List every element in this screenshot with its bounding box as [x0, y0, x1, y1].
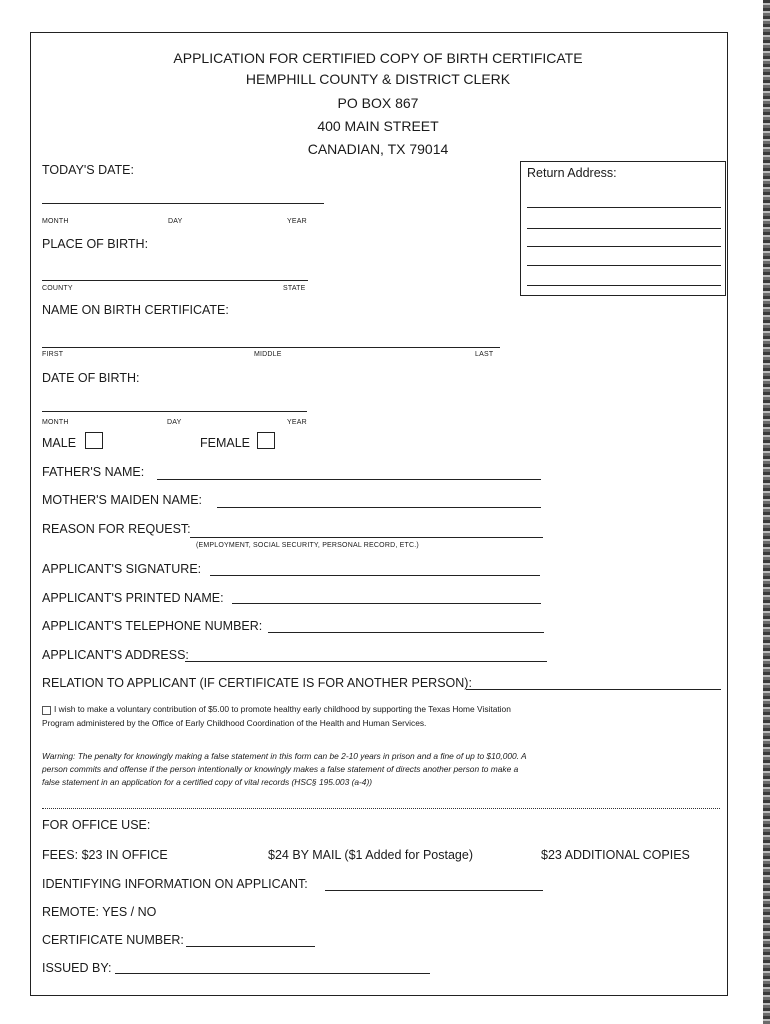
issued-by-line[interactable] [115, 973, 430, 974]
return-address-line[interactable] [527, 228, 721, 229]
return-address-line[interactable] [527, 265, 721, 266]
male-label: MALE [42, 436, 77, 450]
identifying-info-label: IDENTIFYING INFORMATION ON APPLICANT: [42, 877, 308, 891]
issued-by-label: ISSUED BY: [42, 961, 112, 975]
return-address-line[interactable] [527, 207, 721, 208]
todays-date-label: TODAY'S DATE: [42, 163, 134, 177]
applicant-signature-label: APPLICANT'S SIGNATURE: [42, 562, 202, 576]
male-checkbox[interactable] [85, 432, 103, 449]
fees-in-office: FEES: $23 IN OFFICE [42, 848, 168, 862]
middle-caption: MIDDLE [254, 351, 282, 358]
contribution-line: I wish to make a voluntary contribution of $5.00 to promote healthy early childhood by supporting the Texas Home Visitation [54, 704, 511, 714]
place-of-birth-line[interactable] [42, 280, 308, 281]
certificate-number-line[interactable] [186, 946, 315, 947]
applicant-printed-name-line[interactable] [232, 603, 541, 604]
date-of-birth-line[interactable] [42, 411, 307, 412]
applicant-address-label: APPLICANT'S ADDRESS: [42, 648, 189, 662]
dob-month-caption: MONTH [42, 419, 69, 426]
certificate-number-label: CERTIFICATE NUMBER: [42, 933, 184, 947]
identifying-info-line[interactable] [325, 890, 543, 891]
fathers-name-line[interactable] [157, 479, 541, 480]
contribution-text [54, 703, 722, 716]
todays-date-line[interactable] [42, 203, 324, 204]
po-box: PO BOX 867 [337, 95, 419, 111]
first-caption: FIRST [42, 351, 64, 358]
warning-line: false statement in an application for a certified copy of vital records (HSC§ 195.003 (a-4)) [42, 777, 373, 787]
contribution-text-2 [42, 717, 722, 730]
day-caption: DAY [168, 218, 183, 225]
last-caption: LAST [475, 351, 494, 358]
female-checkbox[interactable] [257, 432, 275, 449]
dob-year-caption: YEAR [287, 419, 307, 426]
contribution-line: Program administered by the Office of Early Childhood Coordination of the Health and Human Services. [42, 718, 427, 728]
office-name: HEMPHILL COUNTY & DISTRICT CLERK [245, 71, 511, 87]
street-address: 400 MAIN STREET [317, 118, 439, 134]
female-label: FEMALE [200, 436, 251, 450]
return-address-line[interactable] [527, 285, 721, 286]
applicant-printed-name-label: APPLICANT'S PRINTED NAME: [42, 591, 224, 605]
remote-label: REMOTE: YES / NO [42, 905, 157, 919]
reason-for-request-line[interactable] [190, 537, 543, 538]
warning-text [42, 750, 722, 789]
date-of-birth-label: DATE OF BIRTH: [42, 371, 140, 385]
warning-line: person commits and offense if the person intentionally or knowingly makes a false statement of directs another person to make a [42, 764, 519, 774]
applicant-telephone-line[interactable] [268, 632, 544, 633]
reason-for-request-label: REASON FOR REQUEST: [42, 522, 191, 536]
contribution-checkbox[interactable] [42, 706, 51, 715]
office-use-title: FOR OFFICE USE: [42, 818, 151, 832]
reason-hint: (EMPLOYMENT, SOCIAL SECURITY, PERSONAL RECORD, ETC.) [196, 542, 419, 549]
applicant-signature-line[interactable] [210, 575, 540, 576]
dob-day-caption: DAY [167, 419, 182, 426]
county-caption: COUNTY [42, 285, 73, 292]
applicant-telephone-label: APPLICANT'S TELEPHONE NUMBER: [42, 619, 263, 633]
return-address-label: Return Address: [527, 166, 617, 180]
mothers-maiden-name-line[interactable] [217, 507, 541, 508]
scan-edge [763, 0, 770, 1024]
relation-label: RELATION TO APPLICANT (IF CERTIFICATE IS FOR ANOTHER PERSON): [42, 676, 472, 690]
place-of-birth-label: PLACE OF BIRTH: [42, 237, 149, 251]
form-title: APPLICATION FOR CERTIFIED COPY OF BIRTH CERTIFICATE [173, 50, 583, 66]
state-caption: STATE [283, 285, 306, 292]
fees-by-mail: $24 BY MAIL ($1 Added for Postage) [268, 848, 473, 862]
city-state-zip: CANADIAN, TX 79014 [307, 141, 449, 157]
fees-additional-copies: $23 ADDITIONAL COPIES [541, 848, 690, 862]
mothers-maiden-name-label: MOTHER'S MAIDEN NAME: [42, 493, 203, 507]
return-address-line[interactable] [527, 246, 721, 247]
office-use-divider [42, 808, 720, 809]
name-on-certificate-label: NAME ON BIRTH CERTIFICATE: [42, 303, 229, 317]
fathers-name-label: FATHER'S NAME: [42, 465, 145, 479]
name-on-certificate-line[interactable] [42, 347, 500, 348]
month-caption: MONTH [42, 218, 69, 225]
year-caption: YEAR [287, 218, 307, 225]
relation-line[interactable] [466, 689, 721, 690]
warning-line: Warning: The penalty for knowingly making a false statement in this form can be 2-10 years in prison and a fine of up to $10,000. A [42, 751, 527, 761]
applicant-address-line[interactable] [185, 661, 547, 662]
